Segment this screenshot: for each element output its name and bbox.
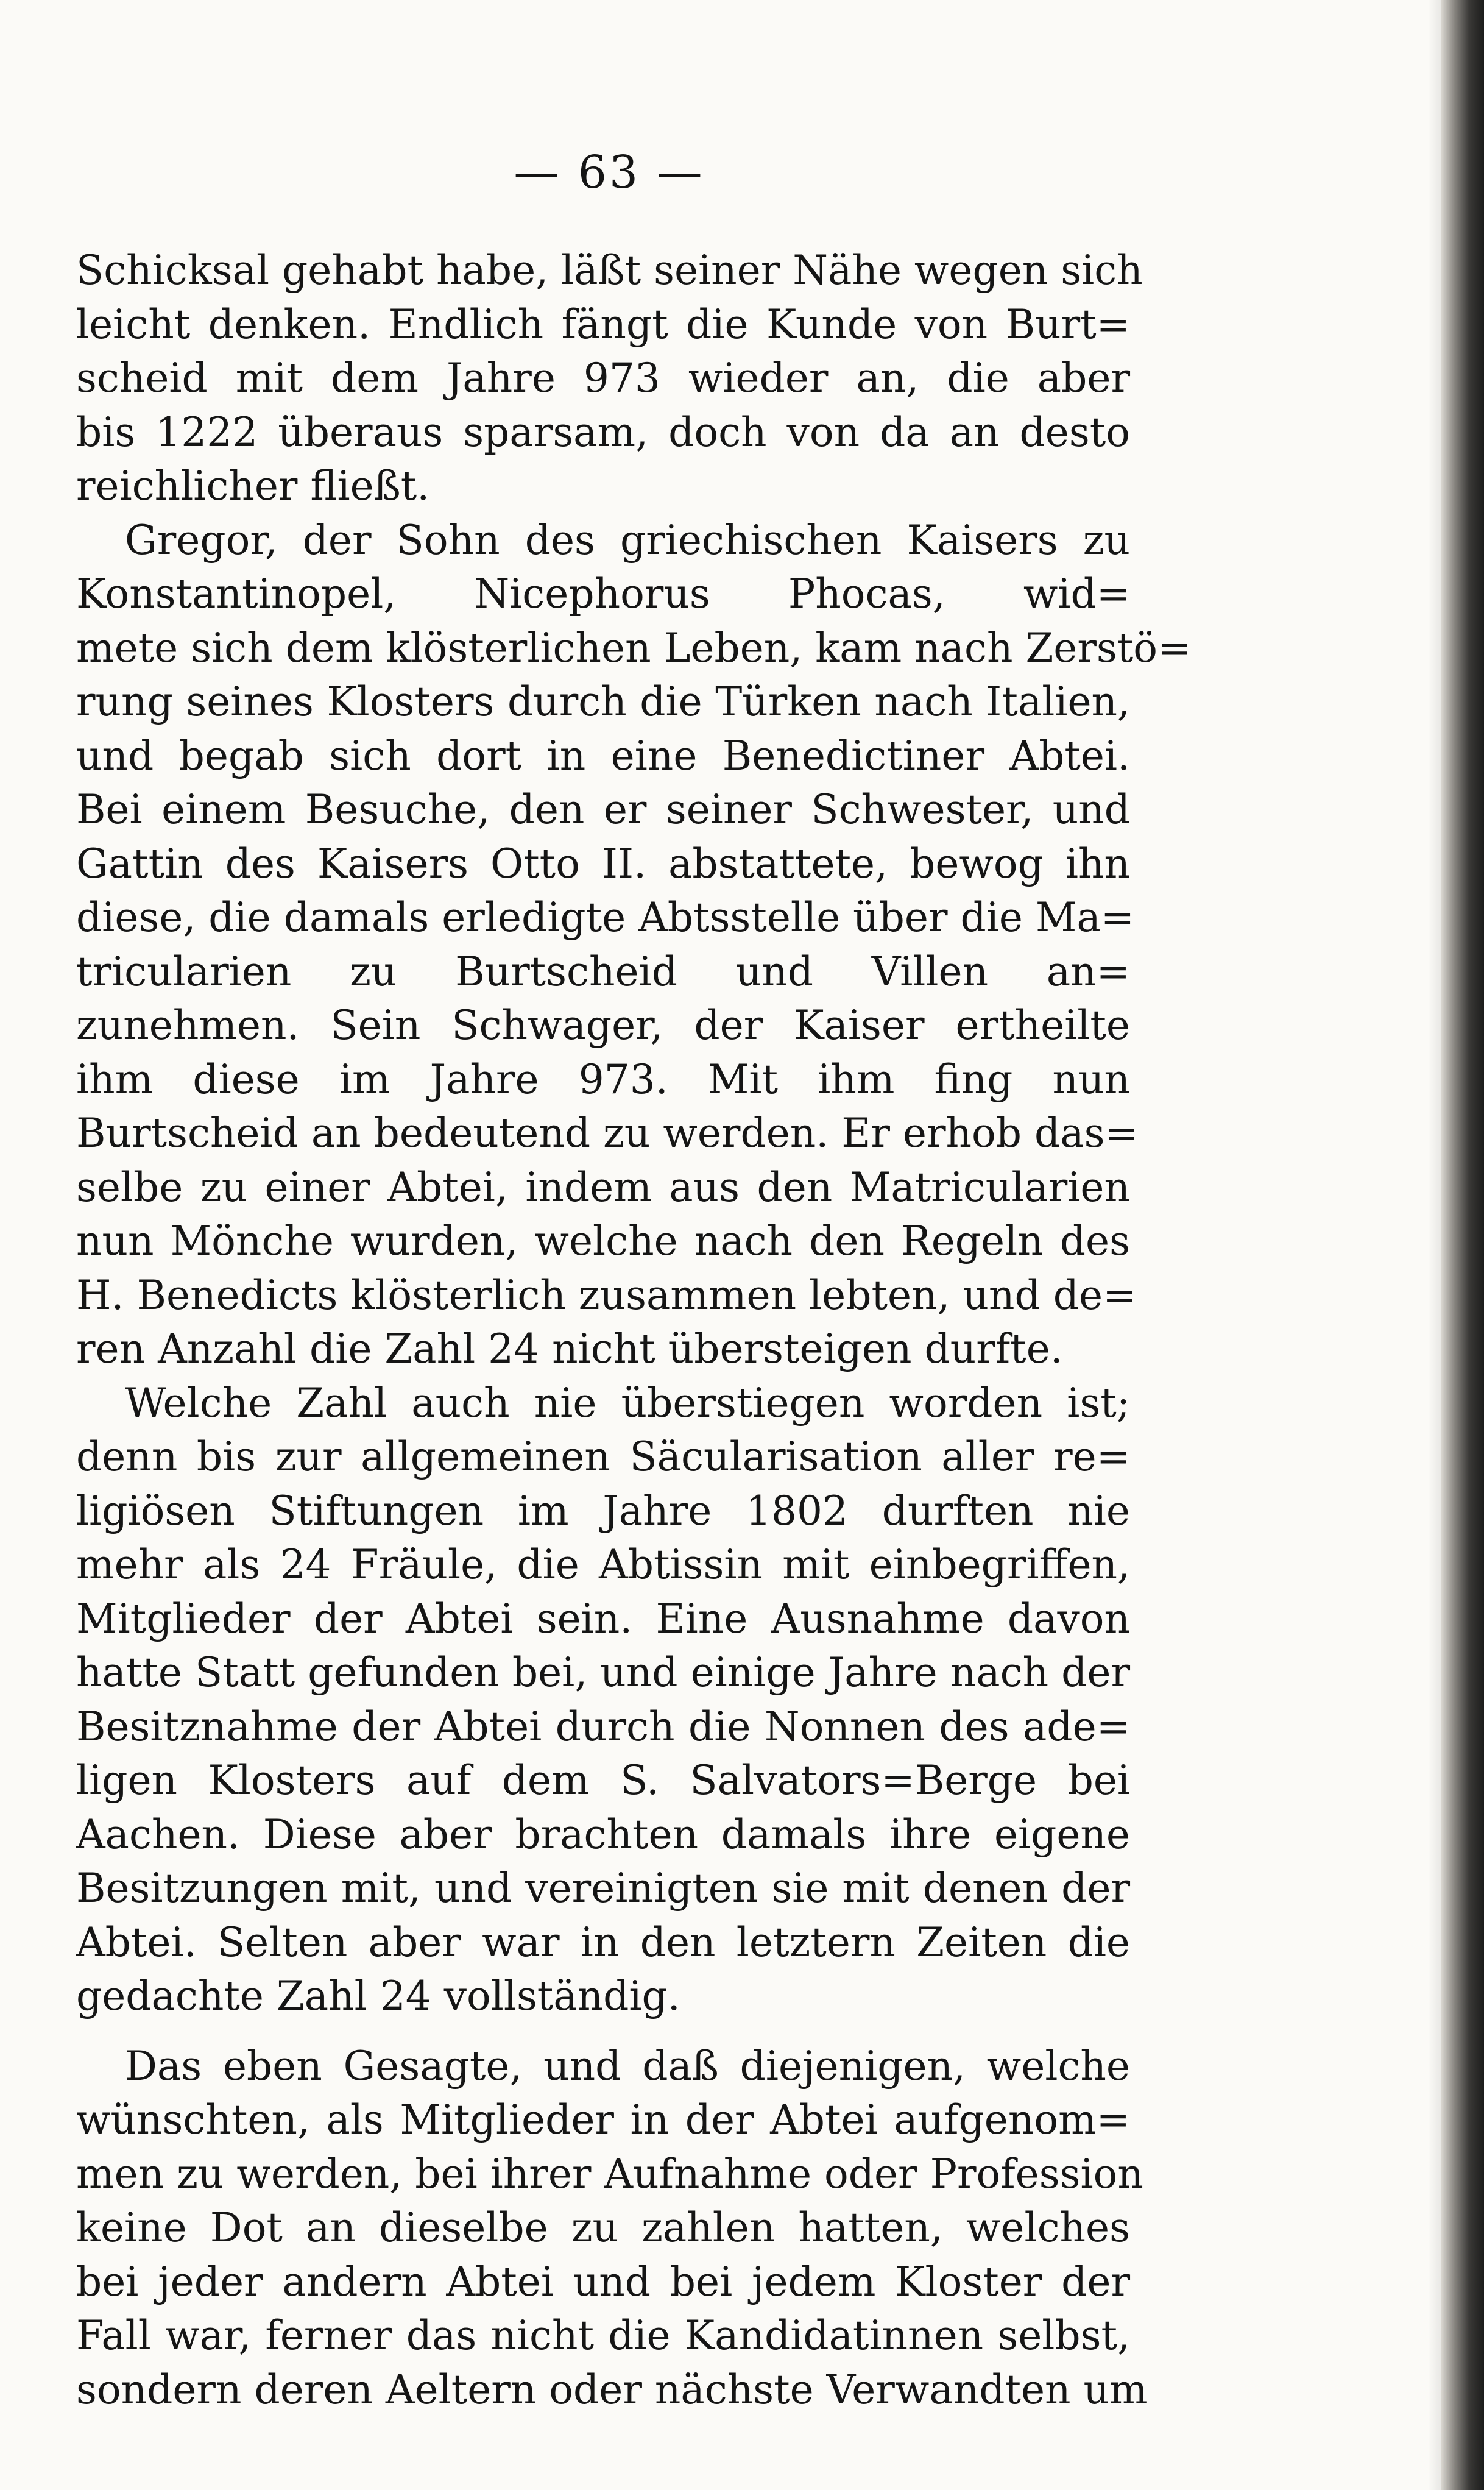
text-line: ligiösen Stiftungen im Jahre 1802 durften nie [76, 1487, 1130, 1534]
text-line: ligen Klosters auf dem S. Salvators=Berge bei [76, 1757, 1130, 1804]
text-line: Mitglieder der Abtei sein. Eine Ausnahme davon [76, 1595, 1130, 1642]
text-line: Besitznahme der Abtei durch die Nonnen des ade= [76, 1703, 1130, 1750]
text-line: keine Dot an dieselbe zu zahlen hatten, welches [76, 2204, 1130, 2251]
text-line: Besitzungen mit, und vereinigten sie mit denen der [76, 1865, 1130, 1912]
text-line: gedachte Zahl 24 vollständig. [76, 1973, 680, 2020]
text-line: Welche Zahl auch nie überstiegen worden ist; [125, 1379, 1130, 1427]
text-line: diese, die damals erledigte Abtsstelle über die Ma= [76, 894, 1135, 941]
text-line: ihm diese im Jahre 973. Mit ihm fing nun [76, 1055, 1130, 1103]
text-line: scheid mit dem Jahre 973 wieder an, die aber [76, 355, 1130, 402]
text-line: und begab sich dort in eine Benedictiner Abtei. [76, 732, 1130, 779]
text-line: denn bis zur allgemeinen Säcularisation aller re= [76, 1433, 1130, 1480]
text-line: Bei einem Besuche, den er seiner Schwester, und [76, 786, 1130, 833]
text-line: zunehmen. Sein Schwager, der Kaiser ertheilte [76, 1002, 1130, 1049]
text-line: hatte Statt gefunden bei, und einige Jahre nach der [76, 1649, 1130, 1696]
text-line: Gattin des Kaisers Otto II. abstattete, bewog ihn [76, 840, 1130, 887]
text-line: reichlicher fließt. [76, 463, 430, 509]
text-line: Gregor, der Sohn des griechischen Kaisers zu [125, 516, 1130, 564]
text-line: Burtscheid an bedeutend zu werden. Er erhob das= [76, 1110, 1139, 1157]
text-line: Abtei. Selten aber war in den letztern Zeiten die [76, 1918, 1130, 1966]
page-number: — 63 — [514, 146, 705, 199]
text-line: wünschten, als Mitglieder in der Abtei aufgenom= [76, 2096, 1130, 2143]
text-line: H. Benedicts klösterlich zusammen lebten, und de= [76, 1271, 1137, 1319]
text-line: Konstantinopel, Nicephorus Phocas, wid= [76, 570, 1130, 617]
text-line: men zu werden, bei ihrer Aufnahme oder Profession [76, 2150, 1143, 2197]
text-line: bis 1222 überaus sparsam, doch von da an desto [76, 408, 1130, 456]
text-line: ren Anzahl die Zahl 24 nicht übersteigen durfte. [76, 1325, 1063, 1372]
text-line: sondern deren Aeltern oder nächste Verwandten um [76, 2366, 1148, 2413]
text-line: mete sich dem klösterlichen Leben, kam nach Zerstö= [76, 624, 1192, 672]
paragraph-gap [76, 2024, 1130, 2040]
text-line: rung seines Klosters durch die Türken nach Italien, [76, 678, 1130, 725]
body-text [76, 244, 1192, 2417]
text-line: selbe zu einer Abtei, indem aus den Matricularien [76, 1163, 1130, 1211]
text-line: Fall war, ferner das nicht die Kandidatinnen selbst, [76, 2312, 1130, 2359]
text-line: leicht denken. Endlich fängt die Kunde von Burt= [76, 300, 1130, 348]
text-line: Das eben Gesagte, und daß diejenigen, welche [125, 2042, 1130, 2090]
text-line: tricularien zu Burtscheid und Villen an= [76, 948, 1130, 995]
text-line: bei jeder andern Abtei und bei jedem Kloster der [76, 2258, 1130, 2305]
text-line: mehr als 24 Fräule, die Abtissin mit einbegriffen, [76, 1541, 1130, 1588]
page-gutter-shadow [1428, 0, 1441, 2490]
book-spine-edge [1441, 0, 1484, 2490]
text-line: Aachen. Diese aber brachten damals ihre eigene [76, 1811, 1130, 1858]
text-line: nun Mönche wurden, welche nach den Regeln des [76, 1218, 1130, 1265]
text-line: Schicksal gehabt habe, läßt seiner Nähe wegen sich [76, 247, 1143, 294]
